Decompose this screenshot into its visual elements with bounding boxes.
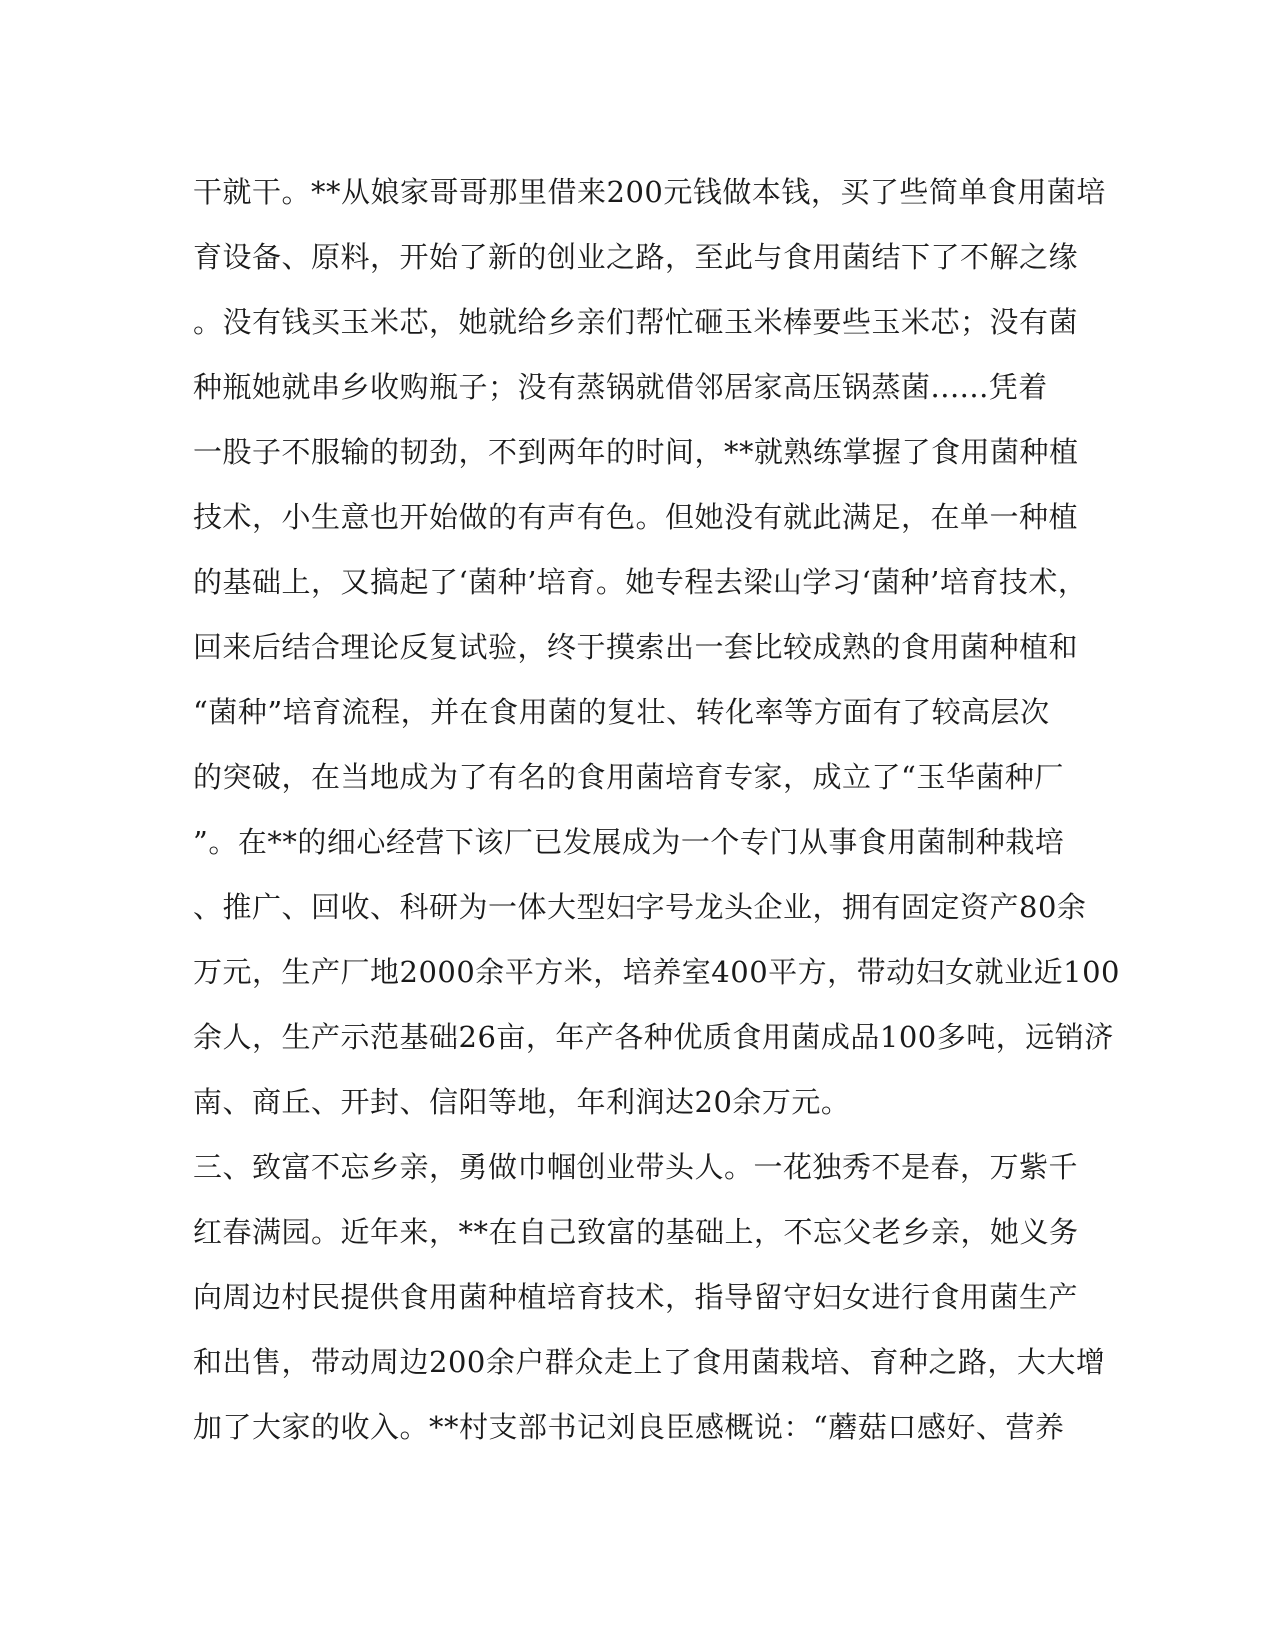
text-line: 一股子不服输的韧劲，不到两年的时间，**就熟练掌握了食用菌种植	[193, 435, 1079, 469]
text-line: 和出售，带动周边200余户群众走上了食用菌栽培、育种之路，大大增	[193, 1345, 1106, 1379]
text-line: 加了大家的收入。**村支部书记刘良臣感概说：“蘑菇口感好、营养	[193, 1410, 1065, 1444]
section-heading-line: 三、致富不忘乡亲，勇做巾帼创业带头人。一花独秀不是春，万紫千	[193, 1150, 1079, 1184]
body-text	[193, 160, 1121, 1460]
text-line: 种瓶她就串乡收购瓶子；没有蒸锅就借邻居家高压锅蒸菌......凭着	[193, 370, 1048, 404]
text-line: 干就干。**从娘家哥哥那里借来200元钱做本钱，买了些简单食用菌培	[193, 175, 1106, 209]
text-line: 的基础上，又搞起了‘菌种’培育。她专程去梁山学习‘菌种’培育技术，	[193, 565, 1088, 599]
text-line: “菌种”培育流程，并在食用菌的复壮、转化率等方面有了较高层次	[193, 695, 1050, 729]
text-line: 红春满园。近年来，**在自己致富的基础上，不忘父老乡亲，她义务	[193, 1215, 1079, 1249]
text-line: 育设备、原料，开始了新的创业之路，至此与食用菌结下了不解之缘	[193, 240, 1079, 274]
text-line: 的突破，在当地成为了有名的食用菌培育专家，成立了“玉华菌种厂	[193, 760, 1064, 794]
text-line: 回来后结合理论反复试验，终于摸索出一套比较成熟的食用菌种植和	[193, 630, 1079, 664]
text-line: ”。在**的细心经营下该厂已发展成为一个专门从事食用菌制种栽培	[193, 825, 1065, 859]
text-line: 向周边村民提供食用菌种植培育技术，指导留守妇女进行食用菌生产	[193, 1280, 1079, 1314]
text-line: 万元，生产厂地2000余平方米，培养室400平方，带动妇女就业近100	[193, 955, 1121, 989]
text-line: 技术，小生意也开始做的有声有色。但她没有就此满足，在单一种植	[193, 500, 1079, 534]
text-line: 。没有钱买玉米芯，她就给乡亲们帮忙砸玉米棒要些玉米芯；没有菌	[193, 305, 1079, 339]
text-line: 南、商丘、开封、信阳等地，年利润达20余万元。	[193, 1085, 851, 1119]
text-line: 余人，生产示范基础26亩，年产各种优质食用菌成品100多吨，远销济	[193, 1020, 1114, 1054]
text-line: 、推广、回收、科研为一体大型妇字号龙头企业，拥有固定资产80余	[193, 890, 1087, 924]
